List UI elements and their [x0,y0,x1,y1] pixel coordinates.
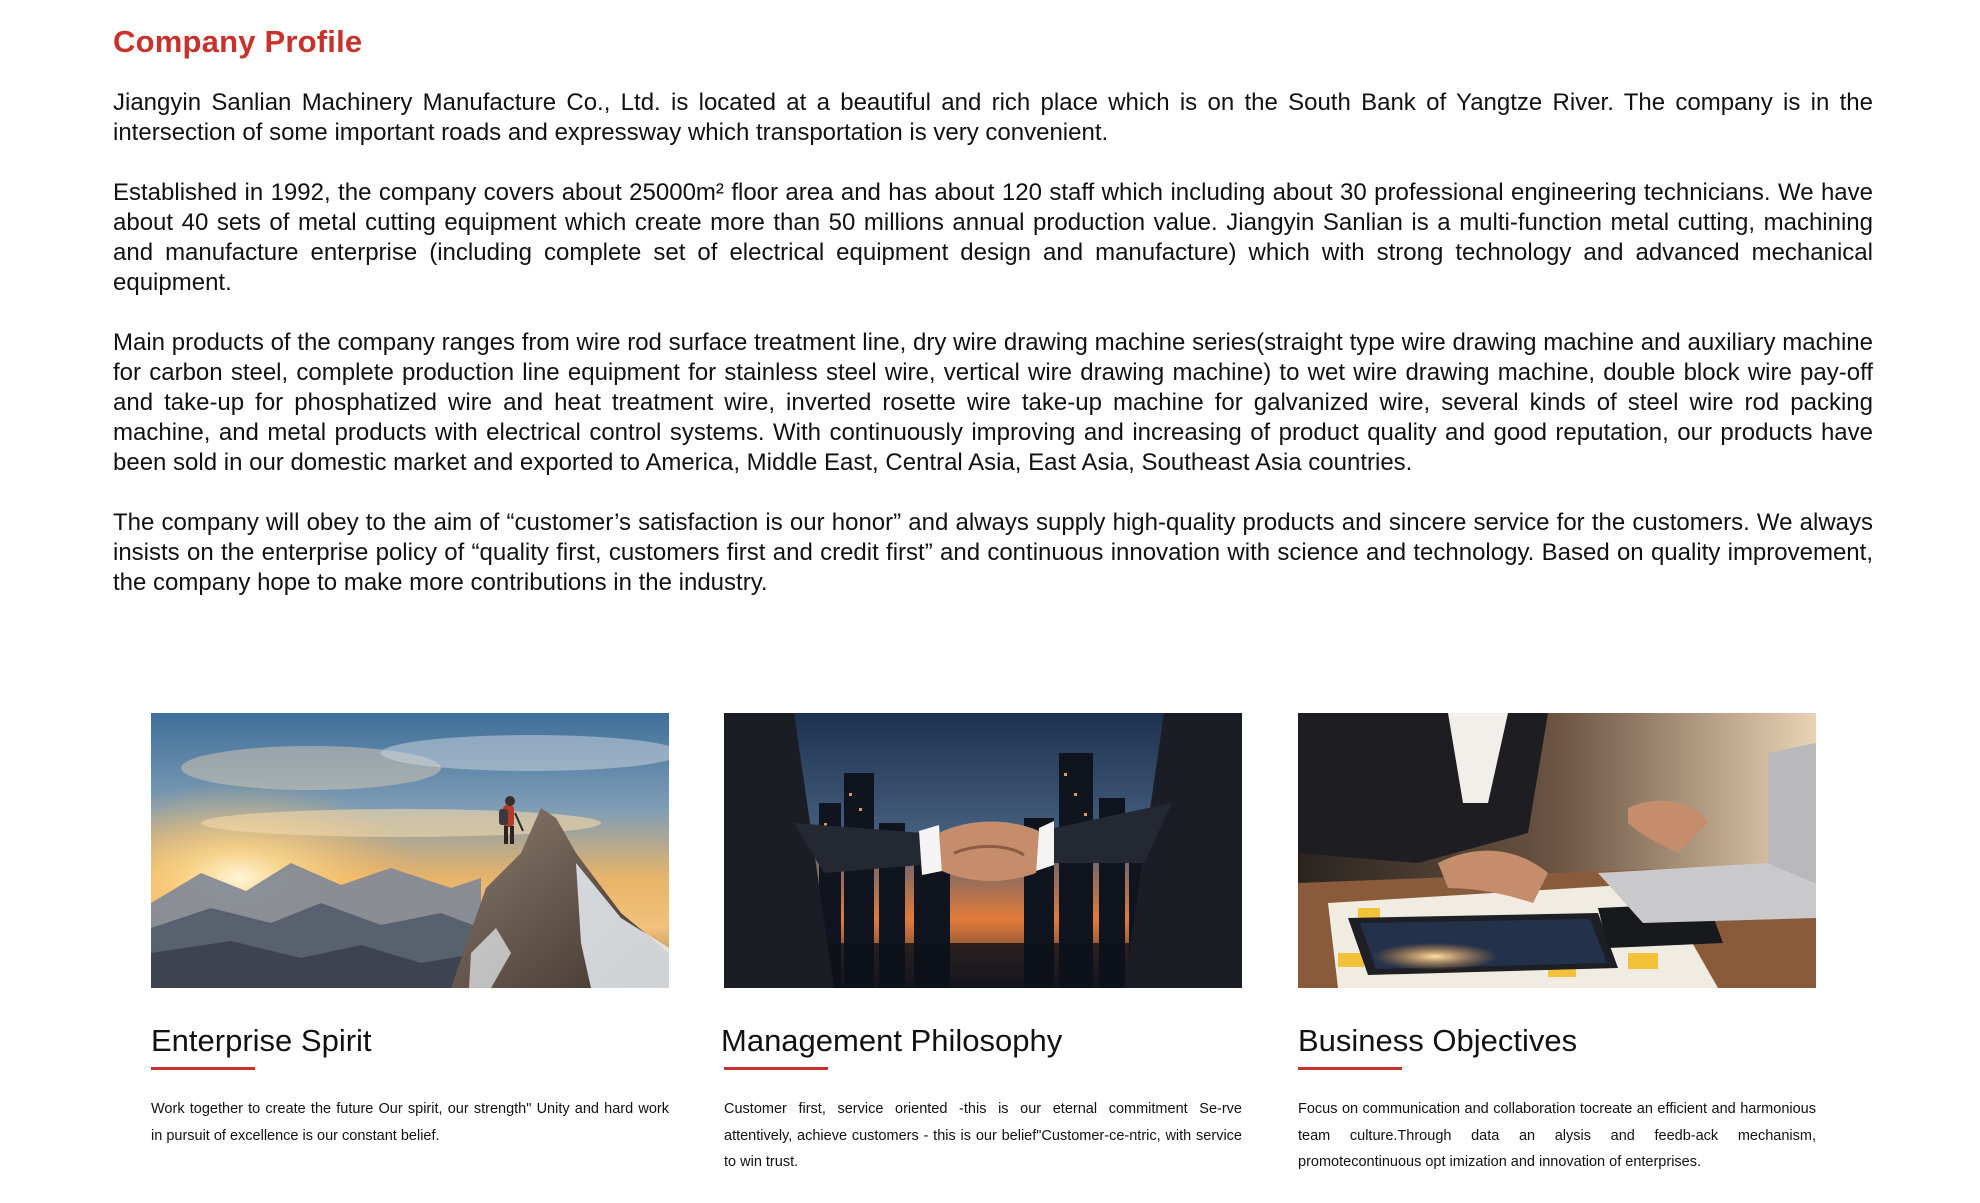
title-underline [1298,1067,1402,1070]
intro-paragraph: Main products of the company ranges from wire rod surface treatment line, dry wire drawing machine series(straight type wire drawing machine and auxiliary machine for carbon steel, complete production line equipment for stainless steel wire, vertical wire drawing machine) to wet wire drawing machine, double block wire pay-off and take-up for phosphatized wire and heat treatment wire, inverted rosette wire take-up machine for galvanized wire, several kinds of steel wire rod packing machine, and metal products with electrical control systems. With continuously improving and increasing of product quality and good reputation, our products have been sold in our domestic market and exported to America, Middle East, Central Asia, East Asia, Southeast Asia countries. [113,329,1873,476]
tablet-laptop-desk-photo [1298,713,1816,988]
card-enterprise-spirit [151,713,669,1149]
intro-paragraph: The company will obey to the aim of “customer’s satisfaction is our honor” and always supply high-quality products and sincere service for the customers. We always insists on the enterprise policy of “quality first, customers first and credit first” and continuous innovation with science and technology. Based on quality improvement, the company hope to make more contributions in the industry. [113,509,1873,596]
card-title: Enterprise Spirit [151,1023,372,1058]
card-title: Management Philosophy [721,1023,1063,1058]
intro-paragraph: Established in 1992, the company covers about 25000m² floor area and has about 120 staff which including about 30 professional engineering technicians. We have about 40 sets of metal cutting equipment which create more than 50 millions annual production value. Jiangyin Sanlian is a multi-function metal cutting, machining and manufacture enterprise (including complete set of electrical equipment design and manufacture) which with strong technology and advanced mechanical equipment. [113,179,1873,296]
card-business-objectives [1298,713,1816,1176]
title-underline [724,1067,828,1070]
card-text: Work together to create the future Our spirit, our strength" Unity and hard work in pursuit of excellence is our constant belief. [151,1101,669,1144]
intro-section [113,88,1873,628]
card-text: Customer first, service oriented -this is our eternal commitment Se-rve attentively, achieve customers - this is our belief"Customer-ce-ntric, with service to win trust. [724,1101,1242,1170]
intro-paragraph: Jiangyin Sanlian Machinery Manufacture Co., Ltd. is located at a beautiful and rich place which is on the South Bank of Yangtze River. The company is in the intersection of some important roads and expressway which transportation is very convenient. [113,89,1873,146]
handshake-city-photo [724,713,1242,988]
card-text: Focus on communication and collaboration tocreate an efficient and harmonious team culture.Through data an alysis and feedb-ack mechanism, promotecontinuous opt imization and innovation of enterprises. [1298,1101,1816,1170]
mountain-climber-photo [151,713,669,988]
page-title: Company Profile [113,24,363,59]
card-management-philosophy [721,713,1242,1176]
title-underline [151,1067,255,1070]
card-title: Business Objectives [1298,1023,1578,1058]
